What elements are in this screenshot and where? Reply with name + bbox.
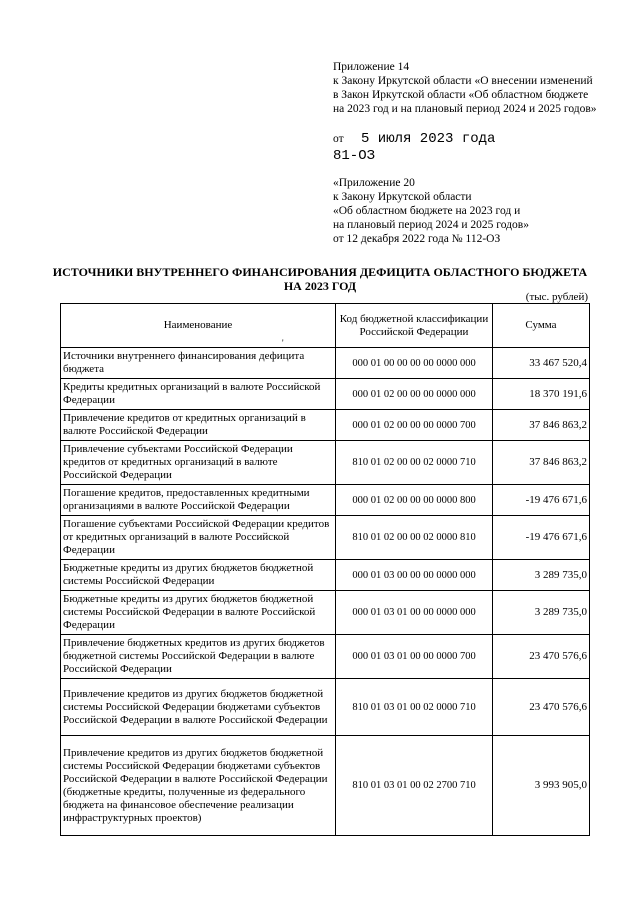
row-amount: 37 846 863,2: [493, 410, 590, 441]
row-name: Привлечение бюджетных кредитов из других бюджетов бюджетной системы Российской Федерации в валюте Российской Федерации: [61, 635, 336, 679]
row-name: Бюджетные кредиты из других бюджетов бюджетной системы Российской Федерации: [61, 560, 336, 591]
row-name: Бюджетные кредиты из других бюджетов бюджетной системы Российской Федерации в валюте Российской Федерации: [61, 591, 336, 635]
previous-line: на плановый период 2024 и 2025 годов»: [333, 219, 529, 231]
table-row: [61, 516, 590, 560]
table-row: [61, 679, 590, 736]
previous-line: к Закону Иркутской области: [333, 191, 472, 203]
table-row: [61, 635, 590, 679]
table-row: [61, 560, 590, 591]
row-name: Привлечение кредитов из других бюджетов бюджетной системы Российской Федерации бюджетами субъектов Российской Федерации в валюте Российской Федерации: [61, 679, 336, 736]
row-amount: 3 993 905,0: [493, 736, 590, 836]
row-code: 810 01 02 00 00 02 0000 810: [336, 516, 493, 560]
row-code: 810 01 03 01 00 02 0000 710: [336, 679, 493, 736]
previous-line: «Приложение 20: [333, 177, 415, 189]
header-amount: Сумма: [493, 304, 590, 348]
table-header-row: [61, 304, 590, 348]
table-row: [61, 736, 590, 836]
stamp-ot: от: [333, 133, 344, 145]
row-name: Кредиты кредитных организаций в валюте Российской Федерации: [61, 379, 336, 410]
row-name: Привлечение кредитов из других бюджетов бюджетной системы Российской Федерации бюджетами субъектов Российской Федерации в валюте Российской Федерации (бюджетные кредиты, полученные из федерального бюджета на финансовое обеспечение реализации инфраструктурных проектов): [61, 736, 336, 836]
row-code: 810 01 02 00 00 02 0000 710: [336, 441, 493, 485]
row-amount: 23 470 576,6: [493, 635, 590, 679]
appendix-line: в Закон Иркутской области «Об областном бюджете: [333, 89, 589, 101]
row-amount: 3 289 735,0: [493, 591, 590, 635]
document-title: [0, 265, 640, 293]
appendix-line: на 2023 год и на плановый период 2024 и 2025 годов»: [333, 103, 597, 115]
row-code: 810 01 03 01 00 02 2700 710: [336, 736, 493, 836]
row-amount: 37 846 863,2: [493, 441, 590, 485]
header-name: Наименование: [61, 304, 336, 348]
stamp-number: 81-ОЗ: [333, 148, 376, 164]
row-code: 000 01 03 00 00 00 0000 000: [336, 560, 493, 591]
stray-mark: ': [282, 338, 284, 348]
row-code: 000 01 03 01 00 00 0000 000: [336, 591, 493, 635]
row-name: Привлечение кредитов от кредитных организаций в валюте Российской Федерации: [61, 410, 336, 441]
row-code: 000 01 02 00 00 00 0000 000: [336, 379, 493, 410]
table-row: [61, 379, 590, 410]
row-name: Источники внутреннего финансирования дефицита бюджета: [61, 348, 336, 379]
row-code: 000 01 02 00 00 00 0000 800: [336, 485, 493, 516]
row-amount: -19 476 671,6: [493, 516, 590, 560]
appendix-block: [333, 60, 633, 116]
stamp-date: 5 июля 2023 года: [361, 131, 496, 147]
row-code: 000 01 03 01 00 00 0000 700: [336, 635, 493, 679]
header-code: Код бюджетной классификации Российской Федерации: [336, 304, 493, 348]
title-line-1: ИСТОЧНИКИ ВНУТРЕННЕГО ФИНАНСИРОВАНИЯ ДЕФИЦИТА ОБЛАСТНОГО БЮДЖЕТА: [52, 265, 588, 279]
table-row: [61, 441, 590, 485]
previous-appendix-block: [333, 176, 633, 246]
table-row: [61, 348, 590, 379]
appendix-line: Приложение 14: [333, 61, 410, 73]
row-name: Привлечение субъектами Российской Федерации кредитов от кредитных организаций в валюте Российской Федерации: [61, 441, 336, 485]
table-row: [61, 591, 590, 635]
units-label: (тыс. рублей): [525, 291, 588, 303]
row-amount: -19 476 671,6: [493, 485, 590, 516]
table-row: [61, 410, 590, 441]
row-amount: 23 470 576,6: [493, 679, 590, 736]
previous-line: «Об областном бюджете на 2023 год и: [333, 205, 521, 217]
row-code: 000 01 00 00 00 00 0000 000: [336, 348, 493, 379]
financing-sources-table: [60, 303, 590, 836]
row-amount: 33 467 520,4: [493, 348, 590, 379]
row-amount: 3 289 735,0: [493, 560, 590, 591]
row-name: Погашение субъектами Российской Федерации кредитов от кредитных организаций в валюте Российской Федерации: [61, 516, 336, 560]
row-amount: 18 370 191,6: [493, 379, 590, 410]
row-name: Погашение кредитов, предоставленных кредитными организациями в валюте Российской Федерации: [61, 485, 336, 516]
row-code: 000 01 02 00 00 00 0000 700: [336, 410, 493, 441]
previous-line: от 12 декабря 2022 года № 112-ОЗ: [333, 233, 501, 245]
appendix-line: к Закону Иркутской области «О внесении изменений: [333, 75, 593, 87]
title-line-2: НА 2023 ГОД: [283, 279, 357, 293]
law-stamp: [333, 131, 495, 165]
table-row: [61, 485, 590, 516]
